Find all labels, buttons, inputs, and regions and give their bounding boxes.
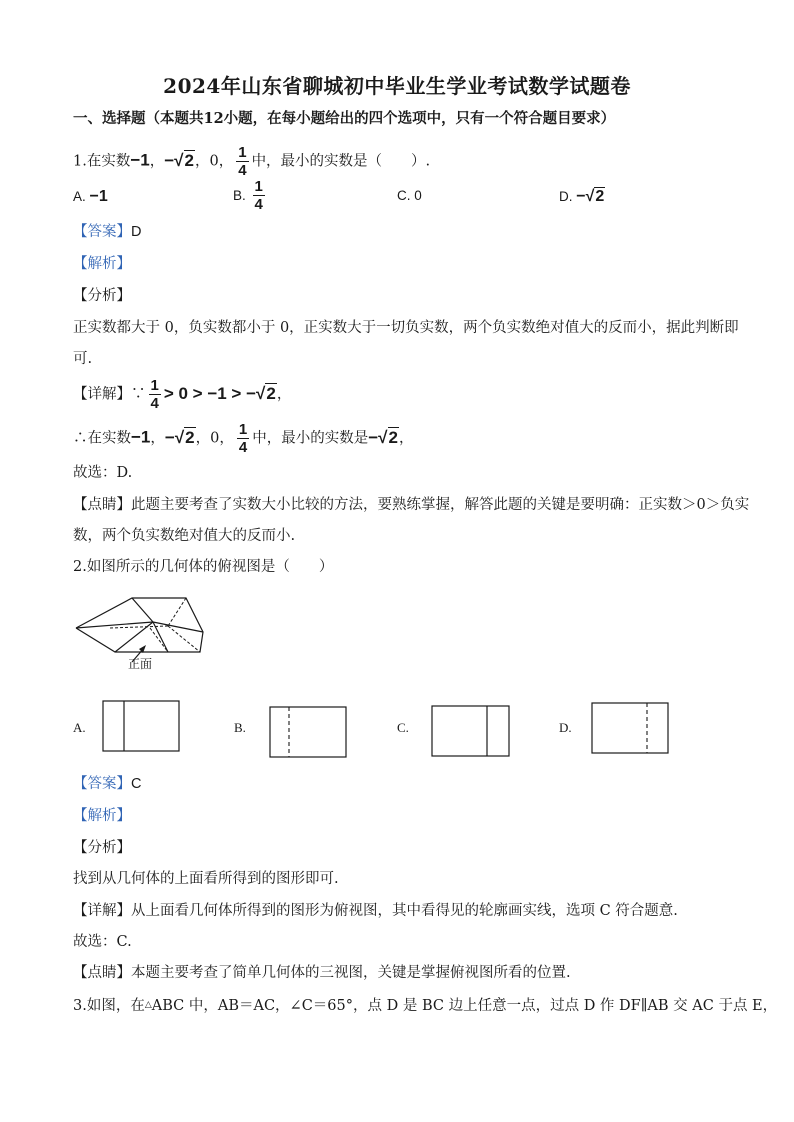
q1-frac-num: 1 [238,144,247,161]
q2-analysis-tag: 【解析】 [73,808,131,824]
q2-option-a-label: A. [73,720,86,735]
q1-answer-value: D [131,224,142,240]
q1-fenxi-tag: 【分析】 [73,288,131,304]
q1-option-a-label: A. [73,189,86,204]
q1-answer [73,222,141,242]
q1-therefore-result-sign: − [368,427,379,447]
q1-choose: 故选：D. [73,465,133,481]
q1-option-b-num: 1 [254,178,263,195]
q1-therefore-neg-one: −1 [131,427,151,447]
q2-comment [73,963,571,983]
q1-therefore-frac-den: 4 [238,439,248,456]
q1-therefore-radicand: 2 [185,427,195,447]
q2-option-c-figure [431,705,510,757]
q2-option-c-label: C. [397,720,409,735]
q1-detail [73,377,291,412]
q1-sep2: ，0， [194,153,234,170]
q2-detail-text: 从上面看几何体所得到的图形为俯视图，其中看得见的轮廓画实线，选项 C 符合题意. [131,903,678,919]
q1-detail-inequality: > 0 > −1 > −√2 [163,383,276,403]
q1-option-d-sign: − [576,188,586,205]
q1-therefore-frac-num: 1 [238,421,248,438]
q1-analysis-tag: 【解析】 [73,256,131,272]
q2-detail-tag: 【详解】 [73,903,131,919]
q1-comment [73,495,749,515]
section-heading: 一、选择题（本题共12小题，在每小题给出的四个选项中，只有一个符合题目要求） [73,110,616,127]
q1-option-a [73,188,108,206]
q1-comment-text-1: 此题主要考查了实数大小比较的方法，要熟练掌握，解答此题的关键是要明确：正实数＞0＞负实 [131,497,750,513]
q1-therefore-result: −√2 [368,427,398,447]
q1-option-d-label: D. [559,189,573,204]
q1-detail-fraction [149,377,161,412]
q2-answer-value: C [131,776,142,792]
q2-choose: 故选：C. [73,934,132,950]
q1-sqrt-radicand: 2 [184,150,194,170]
q1-option-d-value: −√2 [576,188,605,205]
q1-detail-frac-den: 4 [150,395,159,412]
q2-comment-text: 本题主要考查了简单几何体的三视图，关键是掌握俯视图所看的位置. [131,965,571,981]
q1-option-d [559,188,605,206]
q3-stem-suffix: ABC 中，AB＝AC，∠C＝65°，点 D 是 BC 边上任意一点，过点 D 作 DF∥AB 交 AC 于点 E， [151,998,778,1014]
q1-option-b-fraction [253,178,265,213]
q2-detail [73,901,678,921]
q2-option-d-figure [591,702,669,754]
q1-therefore-suffix: 中，最小的实数是 [252,430,369,447]
q1-detail-radicand: 2 [266,383,276,403]
q1-because: ∵ [131,386,146,403]
q3-stem [73,995,777,1016]
q2-comment-tag: 【点睛】 [73,965,131,981]
q1-option-b [233,178,268,213]
q1-option-c: C. 0 [397,188,422,203]
q2-fenxi-tag: 【分析】 [73,840,131,856]
q2-option-b-label: B. [234,720,246,735]
q1-frac-den: 4 [238,162,247,179]
q1-answer-tag: 【答案】 [73,224,131,240]
q1-therefore-result-radicand: 2 [388,427,398,447]
q1-neg-sign: − [164,150,175,170]
q1-option-b-den: 4 [254,196,263,213]
q2-front-label: 正面 [128,657,153,671]
q1-fraction [236,144,248,179]
q1-stem [73,144,430,179]
q2-stem: 2.如图所示的几何体的俯视图是（ ） [73,559,334,575]
q1-therefore [73,421,413,456]
q1-fenxi-text-1: 正实数都大于 0，负实数都小于 0，正实数大于一切负实数，两个负实数绝对值大的反而小，据此判断即 [73,320,739,336]
q1-therefore-neg-sign: − [164,427,175,447]
q1-sep1: ， [149,153,165,170]
q3-stem-prefix: 3.如图，在 [73,998,145,1014]
q1-therefore-prefix: ∴在实数 [73,430,131,447]
q1-fenxi-text-2: 可. [73,351,93,367]
q1-stem-suffix: 中，最小的实数是（ ）. [251,153,431,170]
q1-neg-one: −1 [130,150,150,170]
q2-answer [73,774,141,794]
q2-fenxi-text: 找到从几何体的上面看所得到的图形即可. [73,871,339,887]
q1-therefore-end: ， [398,430,414,447]
q1-option-b-label: B. [233,188,246,203]
q1-option-d-radicand: 2 [595,188,605,205]
q2-option-d-label: D. [559,720,572,735]
q1-detail-frac-num: 1 [150,377,159,394]
q1-neg-sqrt2: −√2 [164,150,194,170]
q1-detail-comma: ， [276,386,292,403]
page-title: 2024年山东省聊城初中毕业生学业考试数学试题卷 [163,74,631,98]
q1-comment-text-2: 数，两个负实数绝对值大的反而小. [73,528,296,544]
q1-therefore-mid2: ，0， [195,430,234,447]
q1-detail-tag: 【详解】 [73,386,131,403]
q1-option-a-value: −1 [89,188,108,205]
triangle-icon: △ [144,1000,152,1010]
q1-therefore-mid1: ， [150,430,165,447]
q1-therefore-fraction [237,421,249,456]
q1-therefore-neg-sqrt2: −√2 [164,427,195,447]
q1-detail-ineq-text: > 0 > −1 > − [163,383,257,403]
q2-option-b-figure [269,706,347,758]
q1-comment-tag: 【点睛】 [73,497,131,513]
q2-option-a-figure [102,700,180,752]
q1-stem-prefix: 1.在实数 [73,153,131,170]
q2-answer-tag: 【答案】 [73,776,131,792]
